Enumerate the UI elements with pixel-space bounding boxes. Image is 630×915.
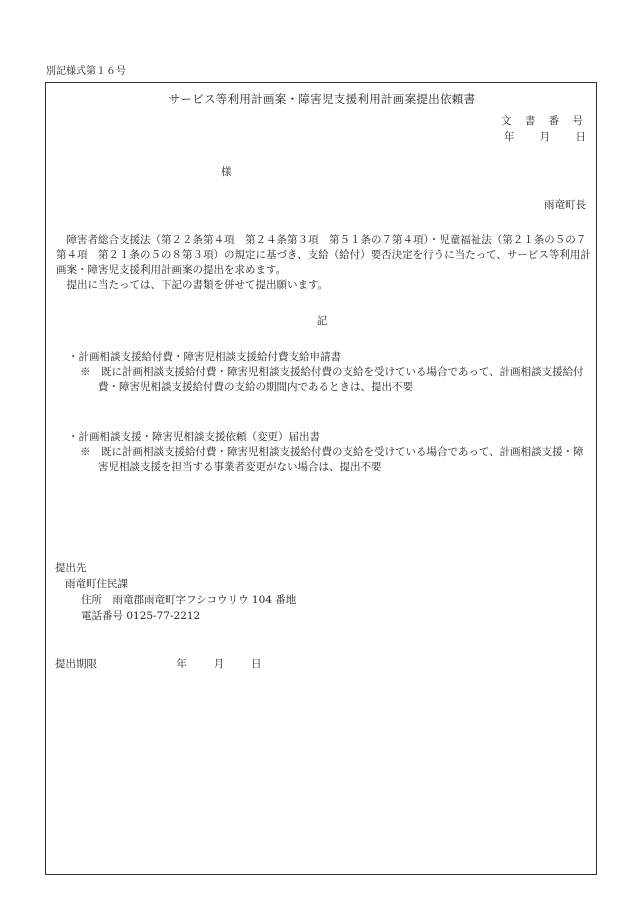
deadline-month: 月 — [213, 658, 225, 670]
recipient: 様 — [221, 166, 232, 178]
required-document-item — [68, 430, 592, 475]
sender: 雨竜町長 — [544, 199, 586, 211]
issue-date — [482, 131, 586, 144]
date-month: 月 — [539, 131, 551, 143]
item-note: ※ 既に計画相談支援給付費・障害児相談支援給付費の支給を受けている場合であって、計画相談支援・障害児相談支援を担当する事業者変更がない場合は、提出不要 — [80, 446, 584, 473]
body-paragraph: 提出に当たっては、下記の書類を併せて提出願います。 — [66, 279, 329, 291]
submission-department: 雨竜町住民課 — [65, 578, 128, 590]
deadline-year: 年 — [176, 658, 187, 670]
date-day: 日 — [575, 131, 586, 143]
item-note: ※ 既に計画相談支援給付費・障害児相談支援給付費の支給を受けている場合であって、計画相談支援給付費・障害児相談支援給付費の支給の期間内であるときは、提出不要 — [80, 366, 584, 393]
deadline-label: 提出期限 — [55, 658, 97, 670]
item-title: ・計画相談支援給付費・障害児相談支援給付費支給申請書 — [68, 351, 341, 363]
document-number-label: 文 書 番 号 — [500, 115, 588, 127]
document-frame — [45, 82, 597, 875]
submission-label: 提出先 — [55, 562, 87, 574]
document-title: サービス等利用計画案・障害児支援利用計画案提出依頼書 — [168, 92, 476, 106]
deadline-day: 日 — [251, 658, 262, 670]
submission-phone: 電話番号 0125-77-2212 — [81, 610, 201, 622]
body-paragraph: 障害者総合支援法（第２２条第４項 第２４条第３項 第５１条の７第４項）・児童福祉法（第２１条の５の７第４項 第２１条の５の８第３項）の規定に基づき、支給（給付）要否決定を行うに当たって、サービス等利用計画案・障害児支援利用計画案の提出を求めます。 — [56, 234, 591, 276]
date-year: 年 — [503, 131, 515, 143]
submission-destination — [55, 560, 296, 624]
submission-deadline — [55, 658, 262, 671]
ki-heading: 記 — [316, 315, 328, 327]
submission-address: 住所 雨竜郡雨竜町字フシコウリウ 104 番地 — [81, 594, 297, 606]
body-text — [56, 233, 592, 293]
required-document-item — [68, 350, 592, 395]
form-number: 別記様式第１６号 — [46, 66, 126, 77]
item-title: ・計画相談支援・障害児相談支援依頼（変更）届出書 — [68, 431, 320, 443]
